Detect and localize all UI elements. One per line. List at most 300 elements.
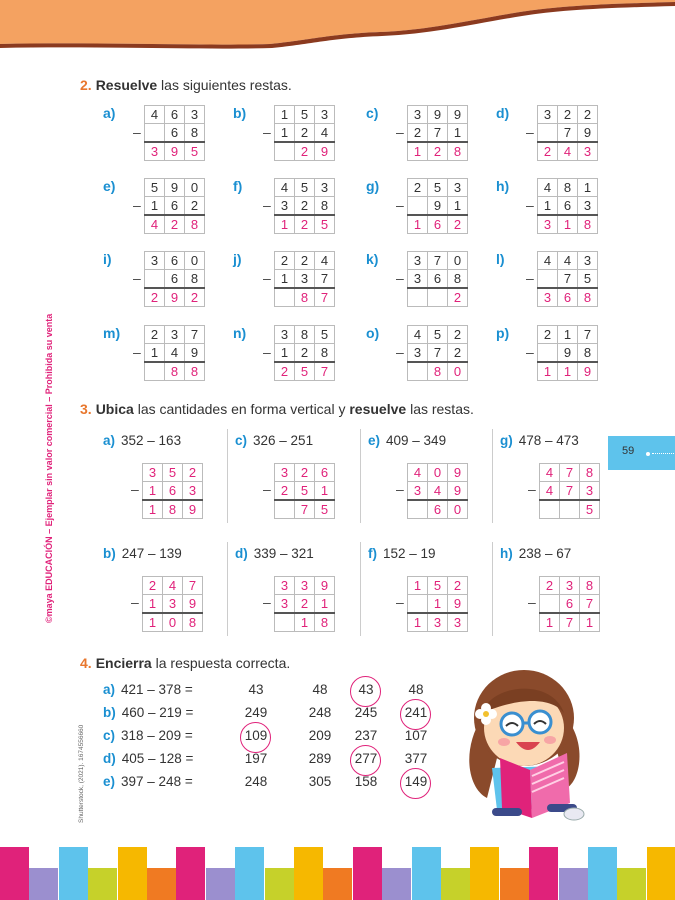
digit-cell: 8	[163, 500, 183, 519]
digit-cell: 1	[143, 613, 163, 632]
subtraction-grid	[274, 105, 335, 161]
equation-row	[103, 751, 193, 766]
digit-cell: 2	[408, 124, 428, 143]
minus-sign: –	[263, 270, 271, 286]
color-stripe	[441, 868, 470, 900]
digit-cell: 4	[540, 464, 560, 482]
subtraction-expression	[103, 546, 182, 561]
subtraction-grid	[274, 576, 335, 632]
problem-label: d)	[103, 751, 116, 766]
digit-cell: 3	[408, 270, 428, 289]
digit-cell: 8	[578, 215, 598, 234]
equation-text: 318 – 209 =	[121, 728, 193, 743]
digit-cell: 3	[408, 252, 428, 270]
digit-cell: 5	[295, 179, 315, 197]
digit-cell: 0	[448, 362, 468, 381]
digit-cell: 5	[428, 326, 448, 344]
digit-cell: 1	[295, 613, 315, 632]
digit-cell: 5	[428, 577, 448, 595]
equation-row	[103, 705, 193, 720]
digit-cell: 9	[185, 344, 205, 363]
section-2-text: las siguientes restas.	[157, 77, 292, 93]
digit-cell: 0	[448, 252, 468, 270]
subtraction-grid	[144, 325, 205, 381]
digit-cell: 9	[315, 577, 335, 595]
minus-sign: –	[263, 481, 271, 497]
digit-cell: 9	[578, 362, 598, 381]
digit-cell: 2	[428, 142, 448, 161]
digit-cell: 2	[540, 577, 560, 595]
circled-answer[interactable]: 277	[346, 751, 386, 766]
section-4-number: 4.	[80, 655, 92, 671]
color-stripe	[617, 868, 646, 900]
digit-cell: 3	[275, 595, 295, 614]
digit-cell: 6	[560, 595, 580, 614]
subtraction-grid	[539, 463, 600, 519]
digit-cell	[408, 288, 428, 307]
digit-cell: 1	[275, 124, 295, 143]
digit-cell	[538, 270, 558, 289]
digit-cell: 9	[165, 288, 185, 307]
digit-cell: 5	[578, 270, 598, 289]
digit-cell: 2	[295, 464, 315, 482]
digit-cell: 8	[185, 362, 205, 381]
subtraction-expression	[368, 433, 446, 448]
digit-cell: 1	[558, 362, 578, 381]
minus-sign: –	[526, 124, 534, 140]
digit-cell: 4	[558, 142, 578, 161]
digit-cell: 3	[315, 179, 335, 197]
problem-label: e)	[103, 178, 116, 194]
digit-cell	[560, 500, 580, 519]
circled-answer[interactable]: 241	[396, 705, 436, 720]
subtraction-grid	[537, 105, 598, 161]
problem-label: n)	[233, 325, 247, 341]
digit-cell	[408, 197, 428, 216]
section-3-title	[80, 401, 474, 417]
digit-cell: 3	[145, 252, 165, 270]
section-2-title	[80, 77, 292, 93]
digit-cell: 4	[275, 179, 295, 197]
digit-cell: 9	[315, 142, 335, 161]
digit-cell: 2	[578, 106, 598, 124]
answer-option[interactable]: 107	[404, 728, 428, 743]
digit-cell: 1	[143, 482, 163, 501]
digit-cell: 2	[145, 326, 165, 344]
digit-cell: 3	[408, 106, 428, 124]
digit-cell: 3	[448, 179, 468, 197]
subtraction-grid	[539, 576, 600, 632]
digit-cell	[275, 288, 295, 307]
digit-cell: 3	[560, 577, 580, 595]
digit-cell: 0	[448, 500, 468, 519]
digit-cell: 9	[428, 106, 448, 124]
digit-cell: 6	[165, 252, 185, 270]
side-credit: ©maya EDUCACIÓN – Ejemplar sin valor comercial – Prohibida su venta	[44, 313, 54, 623]
digit-cell: 8	[448, 270, 468, 289]
answer-option[interactable]: 48	[312, 682, 328, 697]
digit-cell: 3	[538, 288, 558, 307]
problem-label: m)	[103, 325, 121, 341]
digit-cell: 3	[448, 613, 468, 632]
digit-cell: 7	[560, 464, 580, 482]
digit-cell: 2	[538, 142, 558, 161]
tab-dot	[646, 452, 650, 456]
color-stripe	[265, 868, 294, 900]
digit-cell: 7	[315, 270, 335, 289]
color-stripe	[353, 847, 382, 900]
digit-cell: 2	[275, 252, 295, 270]
answer-option[interactable]: 377	[404, 751, 428, 766]
circled-answer[interactable]: 149	[396, 774, 436, 789]
digit-cell: 3	[143, 464, 163, 482]
expression-text: 247 – 139	[121, 546, 182, 561]
digit-cell: 6	[165, 124, 185, 143]
answer-option[interactable]: 249	[244, 705, 268, 720]
answer-option[interactable]: 248	[308, 705, 332, 720]
digit-cell: 6	[315, 464, 335, 482]
digit-cell: 3	[578, 142, 598, 161]
color-stripe	[176, 847, 205, 900]
color-stripe	[88, 868, 117, 900]
minus-sign: –	[396, 344, 404, 360]
answer-option[interactable]: 289	[308, 751, 332, 766]
subtraction-grid	[274, 463, 335, 519]
digit-cell: 1	[558, 215, 578, 234]
digit-cell: 4	[165, 344, 185, 363]
digit-cell: 1	[428, 595, 448, 614]
digit-cell: 3	[538, 215, 558, 234]
digit-cell: 5	[315, 500, 335, 519]
minus-sign: –	[396, 481, 404, 497]
digit-cell: 3	[185, 106, 205, 124]
digit-cell: 8	[558, 179, 578, 197]
digit-cell: 3	[295, 270, 315, 289]
color-stripe	[294, 847, 323, 900]
problem-label: c)	[103, 728, 116, 743]
digit-cell: 2	[295, 252, 315, 270]
digit-cell: 4	[315, 124, 335, 143]
section-2-bold: Resuelve	[95, 77, 158, 93]
digit-cell: 7	[295, 500, 315, 519]
minus-sign: –	[526, 197, 534, 213]
problem-label: g)	[500, 433, 513, 448]
answer-option[interactable]: 48	[408, 682, 424, 697]
digit-cell: 9	[448, 482, 468, 501]
subtraction-grid	[142, 576, 203, 632]
digit-cell: 1	[448, 197, 468, 216]
digit-cell: 5	[163, 464, 183, 482]
digit-cell: 2	[448, 288, 468, 307]
digit-cell: 3	[578, 252, 598, 270]
subtraction-grid	[407, 251, 468, 307]
color-stripe	[118, 847, 147, 900]
digit-cell: 5	[295, 482, 315, 501]
digit-cell: 8	[578, 288, 598, 307]
digit-cell: 5	[315, 326, 335, 344]
digit-cell: 9	[448, 106, 468, 124]
digit-cell: 4	[163, 577, 183, 595]
digit-cell: 2	[275, 482, 295, 501]
answer-option[interactable]: 245	[354, 705, 378, 720]
minus-sign: –	[528, 594, 536, 610]
answer-option[interactable]: 305	[308, 774, 332, 789]
digit-cell	[275, 142, 295, 161]
problem-label: h)	[496, 178, 510, 194]
answer-option[interactable]: 209	[308, 728, 332, 743]
problem-label: c)	[235, 433, 248, 448]
problem-label: j)	[233, 251, 242, 267]
expression-text: 409 – 349	[386, 433, 447, 448]
column-divider	[492, 542, 493, 636]
column-divider	[360, 542, 361, 636]
color-stripe	[529, 847, 558, 900]
digit-cell: 0	[185, 252, 205, 270]
answer-option[interactable]: 248	[244, 774, 268, 789]
subtraction-grid	[407, 576, 468, 632]
subtraction-grid	[407, 178, 468, 234]
digit-cell: 1	[315, 482, 335, 501]
digit-cell: 4	[538, 179, 558, 197]
digit-cell: 3	[578, 197, 598, 216]
digit-cell: 8	[428, 362, 448, 381]
digit-cell: 5	[145, 179, 165, 197]
color-stripe	[559, 868, 588, 900]
digit-cell: 1	[408, 613, 428, 632]
digit-cell: 9	[578, 124, 598, 143]
subtraction-expression	[235, 433, 313, 448]
digit-cell: 1	[143, 500, 163, 519]
digit-cell: 2	[295, 197, 315, 216]
digit-cell: 8	[183, 613, 203, 632]
digit-cell	[540, 500, 560, 519]
digit-cell: 6	[163, 482, 183, 501]
digit-cell: 7	[428, 344, 448, 363]
subtraction-grid	[537, 251, 598, 307]
digit-cell	[428, 288, 448, 307]
problem-label: e)	[368, 433, 381, 448]
digit-cell: 7	[428, 252, 448, 270]
equation-text: 405 – 128 =	[121, 751, 194, 766]
color-stripe	[323, 868, 352, 900]
digit-cell: 9	[165, 179, 185, 197]
subtraction-expression	[103, 433, 181, 448]
digit-cell	[538, 344, 558, 363]
expression-text: 152 – 19	[383, 546, 436, 561]
answer-option[interactable]: 237	[354, 728, 378, 743]
digit-cell: 9	[183, 500, 203, 519]
digit-cell	[408, 500, 428, 519]
problem-label: o)	[366, 325, 380, 341]
subtraction-expression	[500, 546, 571, 561]
digit-cell: 4	[408, 326, 428, 344]
digit-cell: 3	[275, 577, 295, 595]
color-stripe	[382, 868, 411, 900]
digit-cell	[145, 124, 165, 143]
digit-cell: 2	[143, 577, 163, 595]
digit-cell: 8	[315, 613, 335, 632]
digit-cell: 5	[295, 362, 315, 381]
digit-cell: 2	[408, 179, 428, 197]
digit-cell: 7	[578, 326, 598, 344]
section-4-text: la respuesta correcta.	[151, 655, 291, 671]
top-banner	[0, 0, 675, 60]
digit-cell: 9	[448, 464, 468, 482]
digit-cell: 7	[428, 124, 448, 143]
digit-cell: 8	[580, 577, 600, 595]
expression-text: 352 – 163	[121, 433, 182, 448]
digit-cell: 3	[428, 613, 448, 632]
digit-cell: 9	[428, 197, 448, 216]
digit-cell: 1	[580, 613, 600, 632]
digit-cell: 4	[315, 252, 335, 270]
digit-cell: 8	[185, 124, 205, 143]
problem-label: b)	[233, 105, 247, 121]
expression-text: 238 – 67	[518, 546, 572, 561]
minus-sign: –	[263, 344, 271, 360]
problem-label: h)	[500, 546, 513, 561]
answer-option[interactable]: 197	[244, 751, 268, 766]
digit-cell: 6	[428, 500, 448, 519]
problem-label: g)	[366, 178, 380, 194]
digit-cell: 5	[428, 179, 448, 197]
digit-cell: 6	[428, 215, 448, 234]
digit-cell: 3	[580, 482, 600, 501]
digit-cell: 4	[408, 464, 428, 482]
digit-cell: 7	[560, 613, 580, 632]
problem-label: l)	[496, 251, 505, 267]
subtraction-expression	[368, 546, 436, 561]
section-3-number: 3.	[80, 401, 92, 417]
minus-sign: –	[396, 124, 404, 140]
problem-label: d)	[496, 105, 510, 121]
color-stripe	[500, 868, 529, 900]
digit-cell: 1	[315, 595, 335, 614]
tab-dotted-line	[652, 453, 674, 454]
digit-cell: 2	[295, 215, 315, 234]
expression-text: 339 – 321	[253, 546, 314, 561]
subtraction-grid	[274, 251, 335, 307]
digit-cell: 2	[185, 197, 205, 216]
digit-cell: 1	[448, 124, 468, 143]
problem-label: f)	[233, 178, 243, 194]
digit-cell	[145, 362, 165, 381]
problem-label: b)	[103, 546, 116, 561]
digit-cell: 3	[408, 344, 428, 363]
equation-text: 397 – 248 =	[121, 774, 193, 789]
digit-cell: 0	[428, 464, 448, 482]
digit-cell: 4	[540, 482, 560, 501]
digit-cell: 3	[408, 482, 428, 501]
subtraction-grid	[537, 178, 598, 234]
digit-cell: 8	[315, 344, 335, 363]
problem-label: b)	[103, 705, 116, 720]
digit-cell: 2	[448, 215, 468, 234]
circled-answer[interactable]: 109	[236, 728, 276, 743]
digit-cell: 1	[558, 326, 578, 344]
digit-cell: 4	[538, 252, 558, 270]
girl-reading-book-illustration	[452, 658, 602, 828]
color-stripe	[147, 868, 176, 900]
subtraction-grid	[144, 105, 205, 161]
digit-cell: 9	[183, 595, 203, 614]
subtraction-grid	[407, 105, 468, 161]
digit-cell: 0	[163, 613, 183, 632]
subtraction-expression	[235, 546, 314, 561]
subtraction-grid	[144, 178, 205, 234]
problem-label: k)	[366, 251, 379, 267]
digit-cell	[538, 124, 558, 143]
equation-text: 421 – 378 =	[121, 682, 193, 697]
problem-label: e)	[103, 774, 116, 789]
digit-cell: 9	[165, 142, 185, 161]
digit-cell: 2	[295, 595, 315, 614]
digit-cell: 6	[165, 197, 185, 216]
digit-cell: 1	[540, 613, 560, 632]
digit-cell	[275, 613, 295, 632]
equation-row	[103, 774, 193, 789]
digit-cell: 7	[183, 577, 203, 595]
minus-sign: –	[133, 197, 141, 213]
digit-cell: 4	[428, 482, 448, 501]
digit-cell: 0	[185, 179, 205, 197]
minus-sign: –	[133, 344, 141, 360]
digit-cell: 1	[145, 197, 165, 216]
digit-cell: 1	[275, 215, 295, 234]
minus-sign: –	[528, 481, 536, 497]
color-stripe	[29, 868, 58, 900]
color-stripe	[470, 847, 499, 900]
subtraction-grid	[537, 325, 598, 381]
digit-cell: 7	[560, 482, 580, 501]
circled-answer[interactable]: 43	[346, 682, 386, 697]
section-3-bold-1: Ubica	[95, 401, 134, 417]
digit-cell: 8	[295, 326, 315, 344]
minus-sign: –	[133, 270, 141, 286]
digit-cell: 2	[295, 124, 315, 143]
problem-label: a)	[103, 682, 116, 697]
minus-sign: –	[263, 124, 271, 140]
digit-cell: 2	[295, 344, 315, 363]
equation-row	[103, 728, 193, 743]
digit-cell: 9	[558, 344, 578, 363]
digit-cell: 3	[165, 326, 185, 344]
minus-sign: –	[526, 344, 534, 360]
digit-cell: 6	[428, 270, 448, 289]
digit-cell: 1	[275, 106, 295, 124]
digit-cell: 5	[580, 500, 600, 519]
column-divider	[227, 429, 228, 523]
page-number-tab	[608, 436, 675, 470]
digit-cell: 8	[315, 197, 335, 216]
digit-cell: 8	[448, 142, 468, 161]
color-stripe	[59, 847, 88, 900]
answer-option[interactable]: 43	[248, 682, 264, 697]
digit-cell: 5	[185, 142, 205, 161]
color-stripe	[0, 847, 29, 900]
digit-cell: 8	[165, 362, 185, 381]
digit-cell: 1	[145, 344, 165, 363]
subtraction-grid	[274, 325, 335, 381]
digit-cell: 3	[275, 197, 295, 216]
digit-cell: 3	[315, 106, 335, 124]
section-4-bold: Encierra	[95, 655, 152, 671]
minus-sign: –	[263, 594, 271, 610]
answer-option[interactable]: 158	[354, 774, 378, 789]
expression-text: 326 – 251	[253, 433, 314, 448]
digit-cell: 1	[578, 179, 598, 197]
section-3-text-2: las restas.	[406, 401, 474, 417]
